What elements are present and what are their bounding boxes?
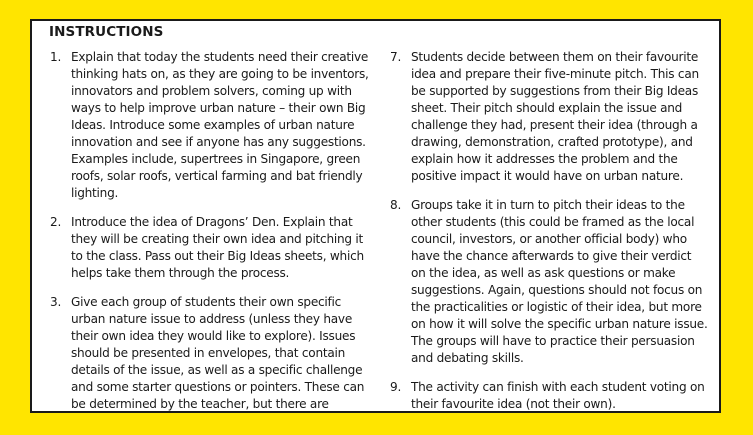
instruction-text: Introduce the idea of Dragons’ Den. Explain that they will be creating their own idea and pitching it to the class. Pass out their Big Ideas sheets, which helps take them through the process. [71, 215, 364, 280]
instruction-text: The activity can finish with each student voting on their favourite idea (not their own). [411, 380, 705, 411]
instructions-panel [30, 19, 721, 413]
instruction-item-9 [390, 379, 708, 413]
instruction-item-7 [390, 49, 708, 185]
instructions-heading: INSTRUCTIONS [49, 24, 164, 40]
instructions-list-left [50, 49, 370, 413]
instructions-list-right [390, 49, 708, 413]
instruction-text: Explain that today the students need their creative thinking hats on, as they are going to be inventors, innovators and problem solvers, coming up with ways to help improve urban nature – their own Big Ideas. Introduce some examples of urban nature innovation and see if anyone has any suggestions. Examples include, supertrees in Singapore, green roofs, solar roofs, vertical farming and bat friendly lighting. [71, 50, 369, 200]
instruction-text: Groups take it in turn to pitch their ideas to the other students (this could be framed as the local council, investors, or another official body) who have the chance afterwards to give their verdict on the idea, as well as ask questions or make suggestions. Again, questions should not focus on the practicalities or logistic of their idea, but more on how it will solve the specific urban nature issue. The groups will have to practice their persuasion and debating skills. [411, 198, 708, 365]
instruction-item-3 [50, 294, 370, 413]
instruction-number: 7. [390, 50, 402, 64]
instruction-number: 1. [50, 50, 62, 64]
instruction-number: 9. [390, 380, 402, 394]
instruction-item-2 [50, 214, 370, 282]
instruction-item-1 [50, 49, 370, 202]
instruction-text: Give each group of students their own specific urban nature issue to address (unless they have their own idea they would like to explore). Issues should be presented in envelopes, that contain details of the issue, as well as a specific challenge and some starter questions or pointers. These can be determined by the teacher, but there are [71, 295, 365, 411]
instruction-number: 8. [390, 198, 402, 212]
instruction-text: Students decide between them on their favourite idea and prepare their five-minute pitch. This can be supported by suggestions from their Big Ideas sheet. Their pitch should explain the issue and challenge they had, present their idea (through a drawing, demonstration, crafted prototype), and explain how it addresses the problem and the positive impact it would have on urban nature. [411, 50, 699, 183]
instruction-number: 2. [50, 215, 62, 229]
instruction-item-8 [390, 197, 708, 367]
instruction-number: 3. [50, 295, 62, 309]
